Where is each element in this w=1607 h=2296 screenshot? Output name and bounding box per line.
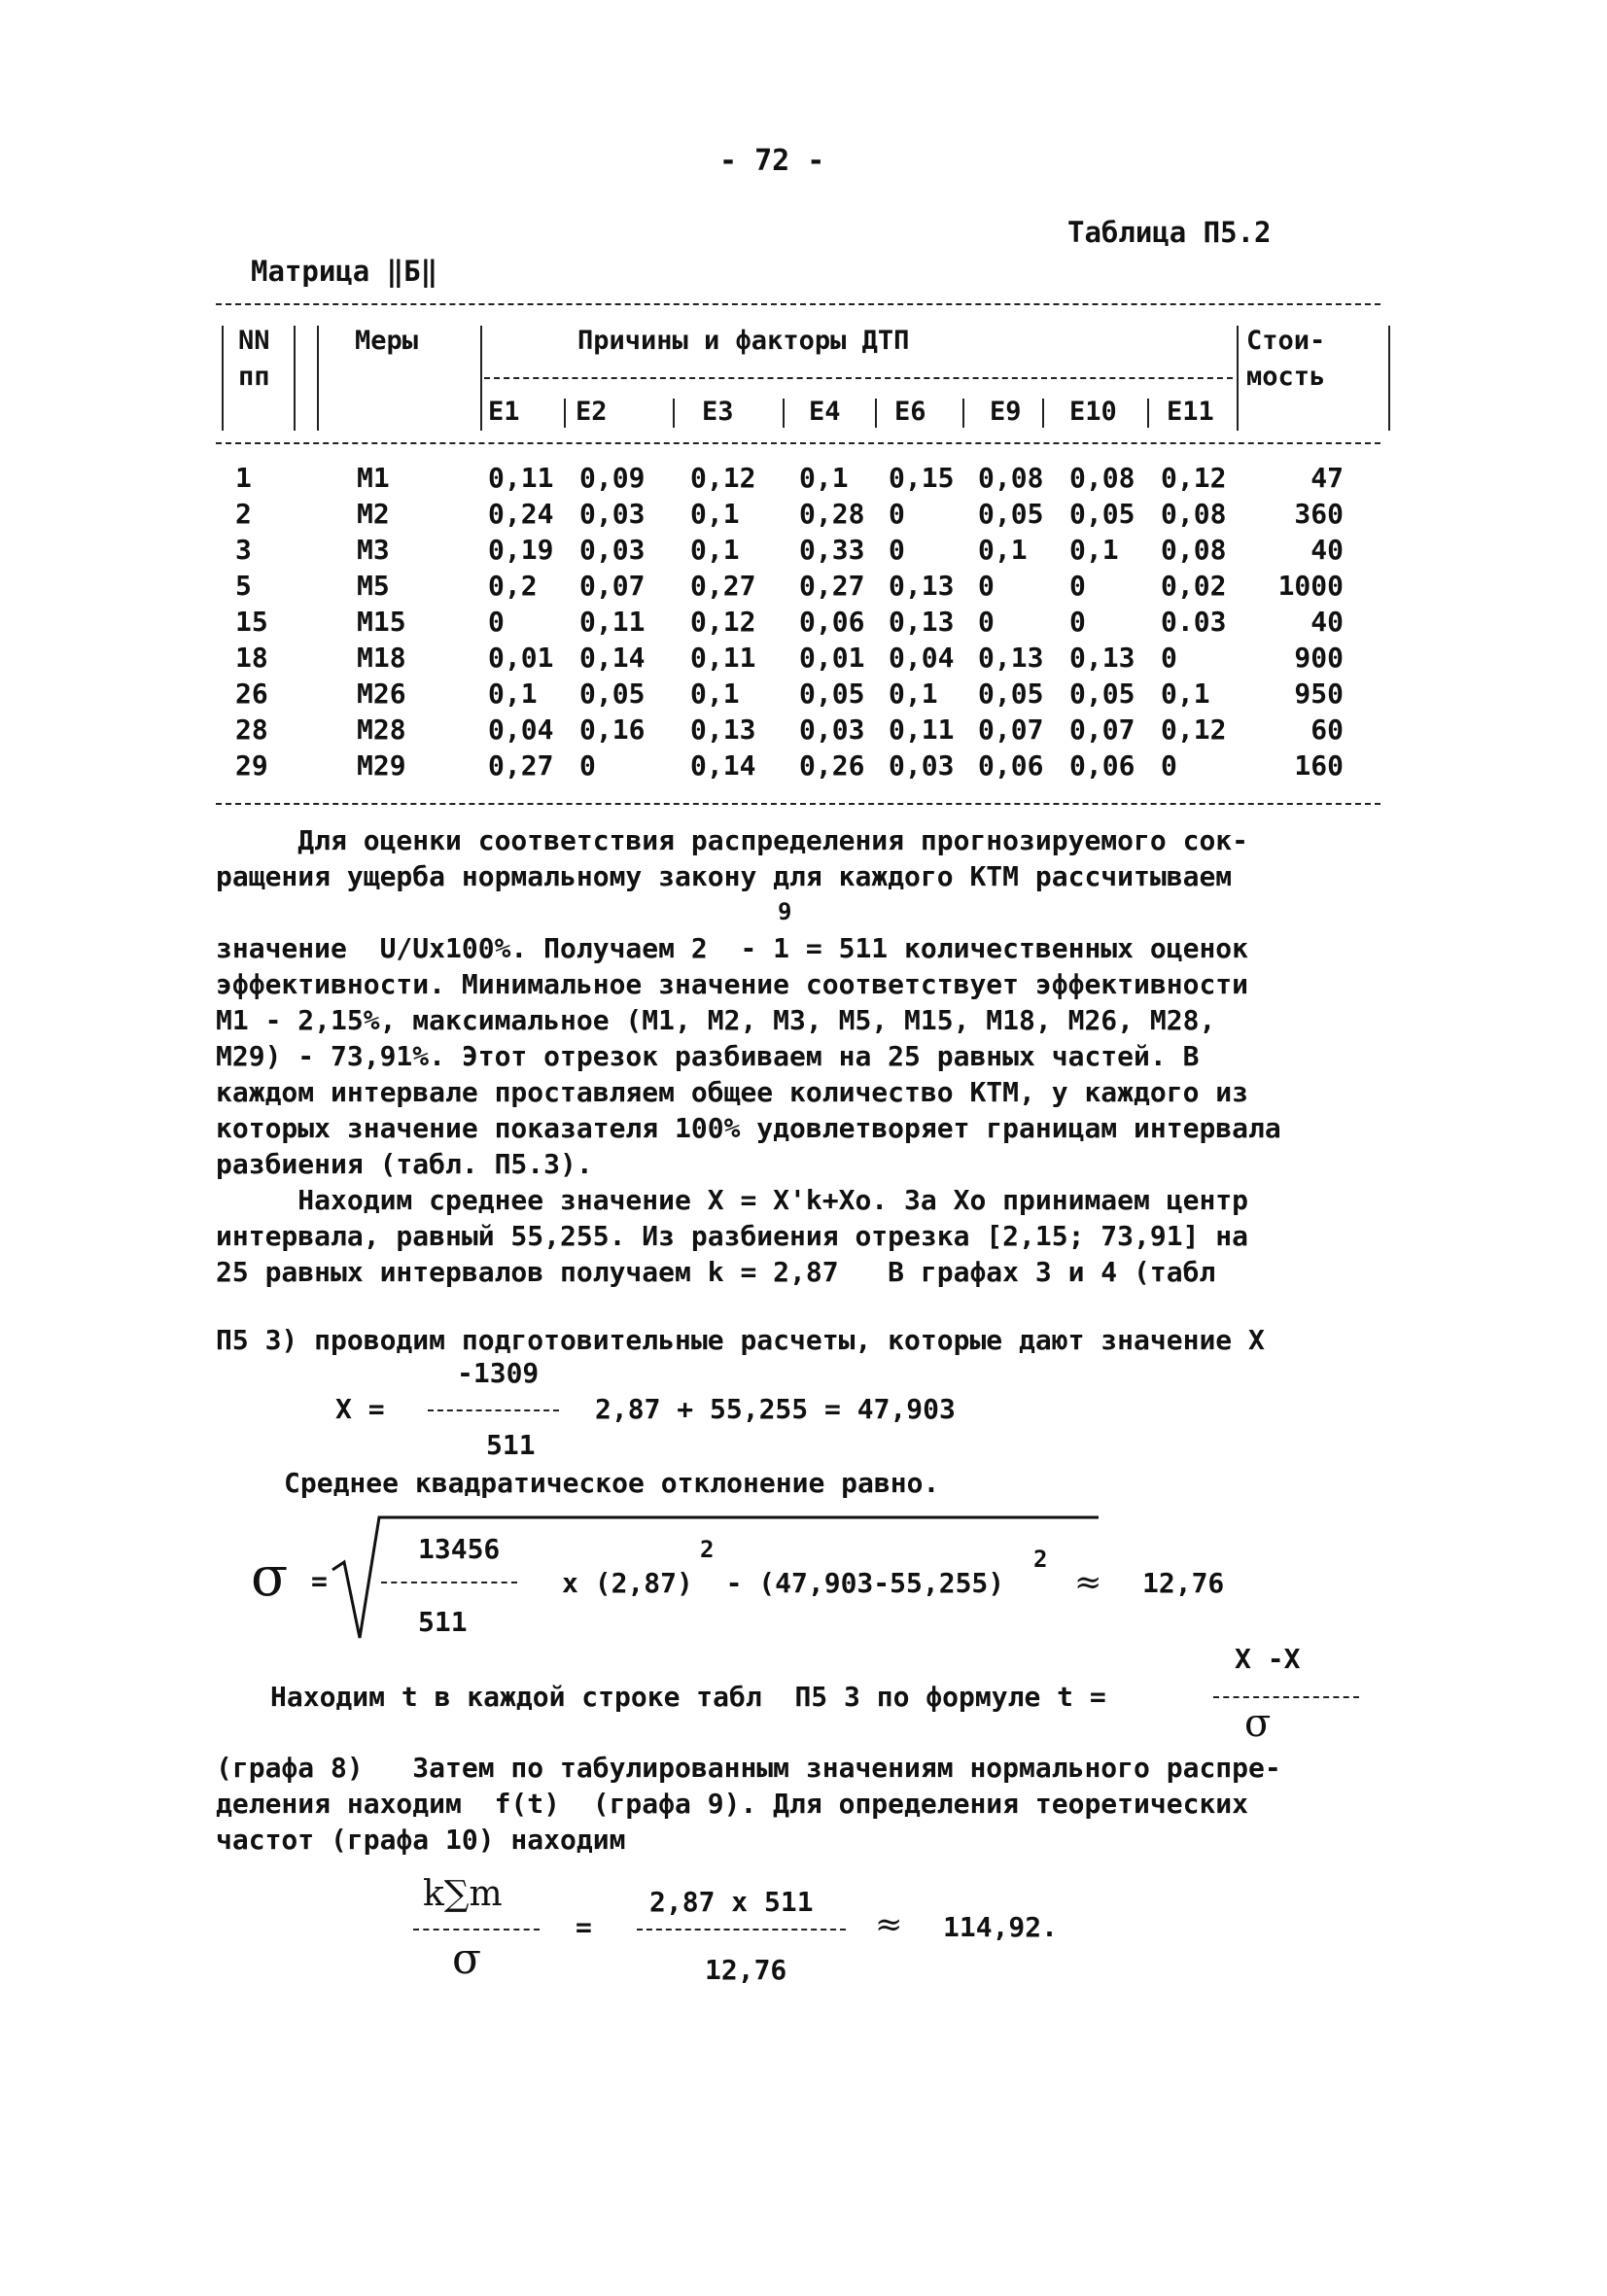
table-cell-e6: 0 [889, 534, 905, 566]
paragraph-line: (графа 8) Затем по табулированным значениям нормального распре- [216, 1752, 1281, 1784]
table-row [216, 749, 1380, 785]
table-cell-e1: 0 [488, 606, 505, 638]
table-cell-e9: 0,1 [978, 534, 1028, 566]
table-cell-n: 26 [235, 678, 268, 710]
table-cell-e3: 0,1 [690, 534, 740, 566]
table-row [216, 498, 1380, 534]
table-cell-n: 3 [235, 534, 252, 566]
header-causes: Причины и факторы ДТП [577, 326, 910, 356]
table-cell-cost: 950 [1294, 678, 1344, 710]
freq-lhs-bar [413, 1929, 540, 1931]
t-fraction-bar [1213, 1696, 1359, 1698]
header-e10: Е10 [1069, 397, 1117, 427]
sigma-denominator: 511 [418, 1606, 468, 1638]
table-cell-e11: 0,1 [1161, 678, 1210, 710]
header-e1: Е1 [488, 397, 520, 427]
header-cost-2: мость [1246, 362, 1326, 392]
table-cell-e6: 0,13 [889, 606, 955, 638]
page-number: - 72 - [719, 144, 825, 178]
table-cell-m: М28 [357, 713, 406, 746]
table-cell-m: М3 [357, 534, 390, 566]
table-cell-e11: 0,08 [1161, 498, 1227, 530]
paragraph-line: интервала, равный 55,255. Из разбиения отрезка [2,15; 73,91] на [216, 1220, 1249, 1252]
header-measures: Меры [355, 326, 419, 356]
approx-icon: ≈ [875, 1905, 903, 1944]
table-row [216, 462, 1380, 498]
exponent: 2 [700, 1536, 715, 1563]
table-row [216, 678, 1380, 713]
table-cell-e2: 0 [579, 749, 596, 782]
table-border [1237, 326, 1239, 431]
table-cell-e3: 0,11 [690, 642, 756, 674]
table-border [1147, 399, 1149, 428]
header-e2: Е2 [576, 397, 608, 427]
table-cell-cost: 360 [1294, 498, 1344, 530]
mean-denominator: 511 [486, 1429, 536, 1461]
table-cell-cost: 47 [1310, 462, 1344, 494]
equals-sign: = [311, 1565, 328, 1597]
table-cell-m: М26 [357, 678, 406, 710]
table-cell-e1: 0,04 [488, 713, 554, 746]
table-cell-n: 28 [235, 713, 268, 746]
table-row [216, 570, 1380, 606]
table-cell-e10: 0 [1069, 606, 1086, 638]
table-cell-e2: 0,11 [579, 606, 646, 638]
table-cell-e6: 0,04 [889, 642, 955, 674]
table-cell-e6: 0,03 [889, 749, 955, 782]
table-cell-cost: 160 [1294, 749, 1344, 782]
table-cell-e10: 0,08 [1069, 462, 1135, 494]
table-cell-e1: 0,1 [488, 678, 538, 710]
table-cell-e3: 0,1 [690, 498, 740, 530]
table-cell-e3: 0,14 [690, 749, 756, 782]
table-border [875, 399, 877, 428]
table-cell-e2: 0,03 [579, 534, 646, 566]
table-cell-e11: 0,08 [1161, 534, 1227, 566]
freq-rhs-bar [637, 1929, 846, 1931]
table-cell-m: М18 [357, 642, 406, 674]
table-cell-e9: 0,07 [978, 713, 1044, 746]
table-cell-e4: 0,06 [799, 606, 865, 638]
table-cell-e3: 0,13 [690, 713, 756, 746]
exponent: 2 [1033, 1546, 1048, 1573]
table-cell-e6: 0,11 [889, 713, 955, 746]
header-sub-rule [484, 377, 1233, 379]
table-cell-cost: 60 [1310, 713, 1344, 746]
freq-equals: = [576, 1911, 592, 1943]
table-cell-e11: 0,12 [1161, 713, 1227, 746]
table-cell-e9: 0,05 [978, 678, 1044, 710]
table-cell-m: М5 [357, 570, 390, 602]
paragraph-line: деления находим f(t) (графа 9). Для определения теоретических [216, 1788, 1249, 1820]
table-cell-e9: 0,13 [978, 642, 1044, 674]
table-cell-e2: 0,07 [579, 570, 646, 602]
mean-rest: 2,87 + 55,255 = 47,903 [595, 1393, 956, 1425]
table-cell-cost: 1000 [1277, 570, 1344, 602]
freq-lhs-numerator: k∑m [423, 1874, 503, 1914]
table-cell-e11: 0 [1161, 749, 1177, 782]
table-row [216, 534, 1380, 570]
paragraph-line: значение U/Ux100%. Получаем 2 - 1 = 511 количественных оценок [216, 932, 1249, 964]
table-border [962, 399, 964, 428]
table-cell-e9: 0,06 [978, 749, 1044, 782]
table-cell-e6: 0,1 [889, 678, 938, 710]
paragraph-line: Находим среднее значение X = X'k+Xo. За Xo принимаем центр [216, 1184, 1249, 1216]
table-cell-e10: 0,05 [1069, 498, 1135, 530]
header-pp: пп [238, 362, 270, 392]
table-border [783, 399, 785, 428]
paragraph-line: разбиения (табл. П5.3). [216, 1148, 593, 1180]
table-row [216, 713, 1380, 749]
table-cell-e4: 0,28 [799, 498, 865, 530]
table-cell-n: 29 [235, 749, 268, 782]
paragraph-line: М1 - 2,15%, максимальное (М1, М2, М3, М5, М15, М18, М26, М28, [216, 1004, 1216, 1036]
header-e4: Е4 [809, 397, 841, 427]
header-nn: NN [238, 326, 270, 356]
table-cell-e9: 0,08 [978, 462, 1044, 494]
sigma-body: x (2,87) - (47,903-55,255) [562, 1567, 1005, 1599]
table-cell-e10: 0,13 [1069, 642, 1135, 674]
table-cell-cost: 40 [1310, 534, 1344, 566]
superscript: 9 [778, 898, 792, 925]
sigma-result: 12,76 [1142, 1567, 1225, 1599]
mean-numerator: -1309 [457, 1357, 540, 1389]
table-border [317, 326, 319, 431]
table-cell-e11: 0.03 [1161, 606, 1227, 638]
sigma-symbol: σ [251, 1546, 289, 1609]
header-e11: Е11 [1167, 397, 1214, 427]
table-header-rule [216, 442, 1380, 444]
header-e3: Е3 [702, 397, 734, 427]
table-cell-e2: 0,05 [579, 678, 646, 710]
header-cost-1: Стои- [1246, 326, 1326, 356]
freq-result: 114,92. [943, 1911, 1059, 1943]
table-cell-e3: 0,12 [690, 462, 756, 494]
table-cell-e11: 0 [1161, 642, 1177, 674]
table-row [216, 642, 1380, 678]
table-cell-n: 15 [235, 606, 268, 638]
table-cell-n: 18 [235, 642, 268, 674]
table-cell-e3: 0,12 [690, 606, 756, 638]
table-cell-e10: 0,06 [1069, 749, 1135, 782]
table-cell-e4: 0,27 [799, 570, 865, 602]
table-cell-e1: 0,01 [488, 642, 554, 674]
table-border [222, 326, 224, 431]
approx-icon: ≈ [1074, 1563, 1102, 1602]
table-cell-e2: 0,16 [579, 713, 646, 746]
paragraph-line: Для оценки соответствия распределения прогнозируемого сок- [216, 824, 1249, 856]
table-cell-e1: 0,19 [488, 534, 554, 566]
table-cell-e11: 0,02 [1161, 570, 1227, 602]
table-cell-n: 2 [235, 498, 252, 530]
table-cell-n: 5 [235, 570, 252, 602]
table-cell-e6: 0,15 [889, 462, 955, 494]
table-cell-m: М15 [357, 606, 406, 638]
sigma-fraction-bar [381, 1582, 517, 1583]
table-cell-e6: 0,13 [889, 570, 955, 602]
table-cell-e2: 0,09 [579, 462, 646, 494]
table-cell-m: М29 [357, 749, 406, 782]
table-cell-e9: 0 [978, 570, 995, 602]
table-cell-e9: 0 [978, 606, 995, 638]
table-border [294, 326, 296, 431]
table-bottom-rule [216, 803, 1380, 805]
table-cell-e4: 0,1 [799, 462, 849, 494]
table-border [1042, 399, 1044, 428]
table-cell-e2: 0,14 [579, 642, 646, 674]
t-numerator: X -X [1235, 1643, 1301, 1675]
matrix-label: Матрица ‖Б‖ [251, 255, 438, 288]
table-cell-e4: 0,05 [799, 678, 865, 710]
paragraph-line: 25 равных интервалов получаем k = 2,87 В графах 3 и 4 (табл [216, 1256, 1216, 1288]
table-cell-e2: 0,03 [579, 498, 646, 530]
mean-lhs: X = [335, 1393, 385, 1425]
paragraph-line: которых значение показателя 100% удовлетворяет границам интервала [216, 1112, 1281, 1144]
header-e6: Е6 [894, 397, 926, 427]
t-denominator: σ [1244, 1701, 1272, 1746]
table-cell-e4: 0,01 [799, 642, 865, 674]
table-cell-e4: 0,26 [799, 749, 865, 782]
table-cell-e3: 0,1 [690, 678, 740, 710]
table-cell-cost: 40 [1310, 606, 1344, 638]
table-cell-n: 1 [235, 462, 252, 494]
table-cell-e1: 0,27 [488, 749, 554, 782]
freq-rhs-denominator: 12,76 [705, 1954, 787, 1986]
table-border [564, 399, 566, 428]
table-row [216, 606, 1380, 642]
paragraph-line: эффективности. Минимальное значение соответствует эффективности [216, 968, 1249, 1000]
paragraph-line: частот (графа 10) находим [216, 1824, 626, 1856]
paragraph-line: каждом интервале проставляем общее количество КТМ, у каждого из [216, 1076, 1249, 1108]
sd-label: Среднее квадратическое отклонение равно. [284, 1467, 940, 1499]
table-border [1388, 326, 1390, 431]
table-cell-e11: 0,12 [1161, 462, 1227, 494]
table-cell-e10: 0,05 [1069, 678, 1135, 710]
table-cell-e10: 0 [1069, 570, 1086, 602]
table-cell-e1: 0,2 [488, 570, 538, 602]
t-line: Находим t в каждой строке табл П5 3 по формуле t = [270, 1681, 1106, 1713]
mean-fraction-bar [428, 1409, 559, 1411]
table-cell-e10: 0,1 [1069, 534, 1119, 566]
table-cell-e9: 0,05 [978, 498, 1044, 530]
paragraph-line: ращения ущерба нормальному закону для каждого КТМ рассчитываем [216, 860, 1233, 892]
sigma-numerator: 13456 [418, 1533, 501, 1565]
table-top-rule [216, 303, 1380, 305]
table-cell-e3: 0,27 [690, 570, 756, 602]
table-cell-e1: 0,11 [488, 462, 554, 494]
paragraph-line: П5 3) проводим подготовительные расчеты, которые дают значение X [216, 1324, 1265, 1356]
table-cell-e10: 0,07 [1069, 713, 1135, 746]
paragraph-line: М29) - 73,91%. Этот отрезок разбиваем на 25 равных частей. В [216, 1040, 1200, 1072]
table-cell-e6: 0 [889, 498, 905, 530]
freq-lhs-denominator: σ [452, 1934, 482, 1984]
table-title: Таблица П5.2 [1067, 216, 1272, 249]
table-cell-e4: 0,33 [799, 534, 865, 566]
table-border [673, 399, 675, 428]
table-cell-m: М2 [357, 498, 390, 530]
header-e9: Е9 [990, 397, 1022, 427]
table-border [480, 326, 482, 431]
table-cell-m: М1 [357, 462, 390, 494]
table-cell-e1: 0,24 [488, 498, 554, 530]
table-cell-e4: 0,03 [799, 713, 865, 746]
table-cell-cost: 900 [1294, 642, 1344, 674]
freq-rhs-numerator: 2,87 x 511 [649, 1886, 814, 1918]
